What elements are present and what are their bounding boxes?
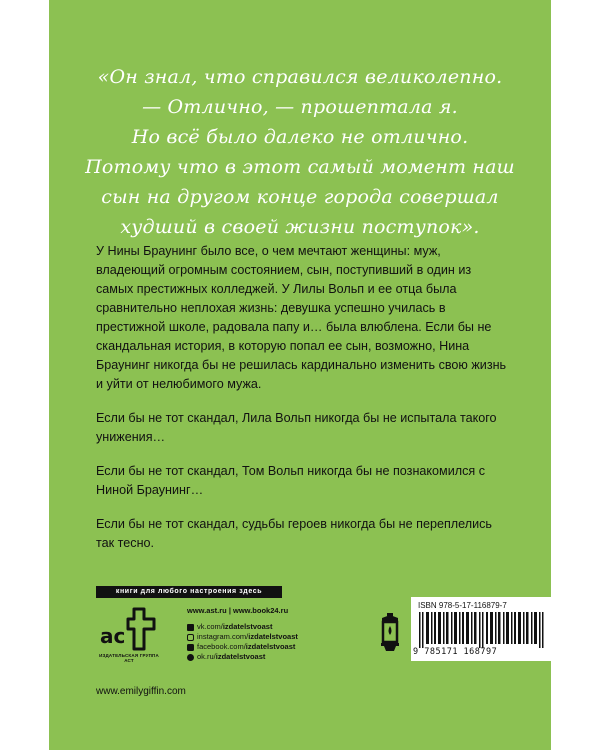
odnoklassniki-icon (187, 654, 194, 661)
quote-line: сын на другом конце города совершал (101, 186, 499, 208)
publisher-logo (96, 607, 162, 663)
description-paragraph: У Нины Браунинг было все, о чем мечтают женщины: муж, владеющий огромным состоянием, сын, поступивший в один из самых престижных колледжей. У Лилы Вольп и ее отца была сравнительно неплохая жизнь: девушка успешно училась в престижной школе, радовала папу и… была влюблена. Если бы не скандальная история, в которую попал ее сын, возможно, Нина Браунинг никогда бы не решилась кардинально изменить свою жизнь и уйти от нелюбимого мужа. (96, 244, 507, 391)
logo-caption: ИЗДАТЕЛЬСКАЯ ГРУППА АСТ (99, 653, 159, 663)
author-website[interactable]: www.emilygiffin.com (96, 686, 186, 697)
quote-line: Но всё было далеко не отлично. (131, 126, 469, 148)
social-prefix: facebook.com/ (197, 642, 246, 651)
svg-text:ас: ас (100, 624, 126, 648)
social-handle: izdatelstvoast (245, 642, 296, 651)
quote-line: — Отлично, — прошептала я. (142, 96, 458, 118)
publisher-websites[interactable]: www.ast.ru | www.book24.ru (187, 606, 289, 615)
facebook-icon (187, 644, 194, 651)
social-row-instagram[interactable] (187, 632, 298, 642)
social-links (187, 622, 298, 662)
social-prefix: instagram.com/ (197, 632, 249, 641)
quote-block (49, 62, 551, 242)
description-paragraph: Если бы не тот скандал, судьбы героев никогда бы не переплелись так тесно. (96, 517, 492, 550)
barcode (411, 597, 556, 661)
description-paragraph: Если бы не тот скандал, Лила Вольп никогда бы не испытала такого унижения… (96, 411, 497, 444)
description (96, 242, 508, 568)
vk-icon (187, 624, 194, 631)
social-handle: izdatelstvoast (222, 622, 273, 631)
social-prefix: vk.com/ (197, 622, 223, 631)
publisher-slogan: книги для любого настроения здесь (96, 586, 282, 598)
quote-line: худший в своей жизни поступок». (120, 216, 480, 238)
social-prefix: ok.ru/ (197, 652, 216, 661)
description-paragraph: Если бы не тот скандал, Том Вольп никогда бы не познакомился с Ниной Браунинг… (96, 464, 486, 497)
isbn-label: ISBN 978-5-17-116879-7 (418, 601, 507, 610)
social-row-ok[interactable] (187, 652, 298, 662)
quote-line: Потому что в этот самый момент наш (85, 156, 515, 178)
barcode-bars (419, 612, 549, 648)
social-row-facebook[interactable] (187, 642, 298, 652)
instagram-icon (187, 634, 194, 641)
social-handle: izdatelstvoast (248, 632, 298, 641)
social-handle: izdatelstvoast (215, 652, 266, 661)
lantern-icon (379, 612, 401, 652)
back-cover (49, 0, 551, 750)
quote-line: «Он знал, что справился великолепно. (97, 66, 503, 88)
social-row-vk[interactable] (187, 622, 298, 632)
ast-logo-icon (96, 607, 162, 653)
barcode-number: 9 785171 168797 (413, 647, 498, 657)
